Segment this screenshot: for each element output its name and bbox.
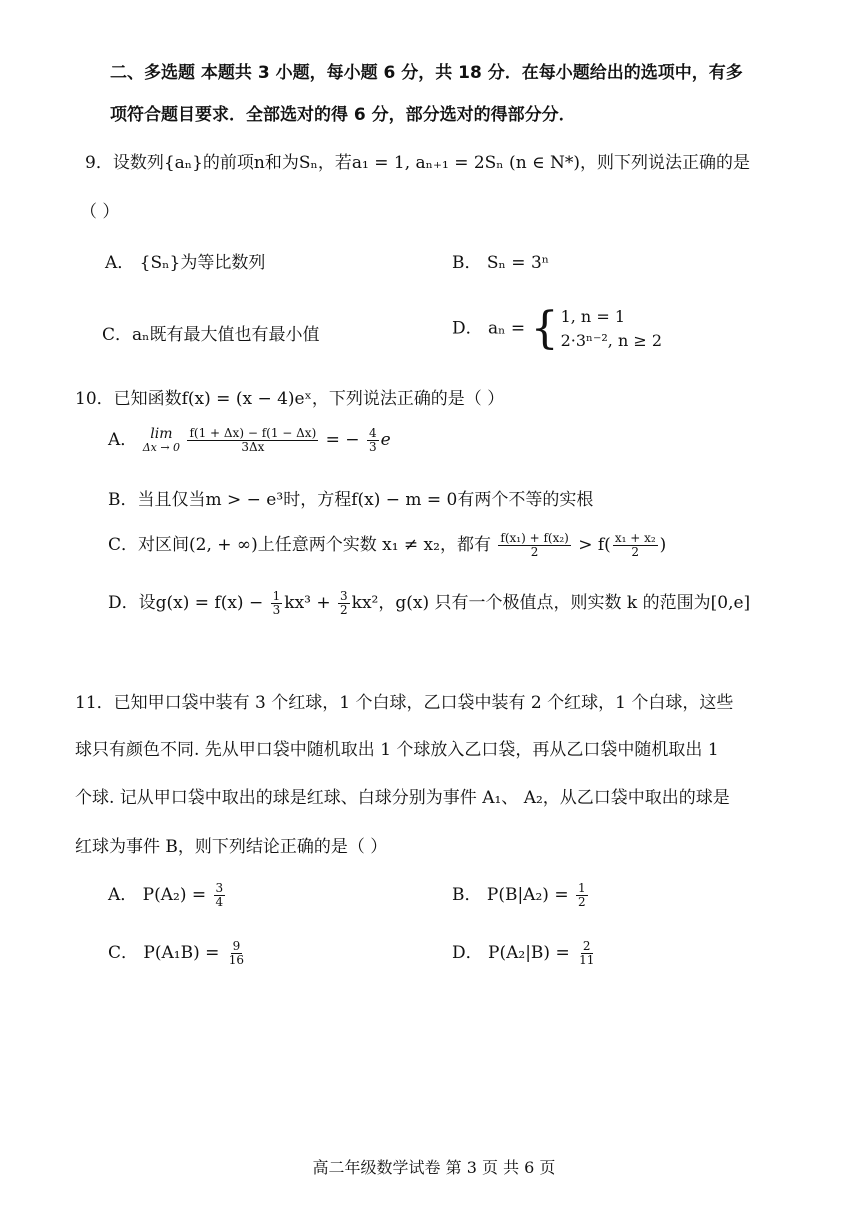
fraction-numerator: 4 xyxy=(368,426,377,441)
q11-option-d xyxy=(452,938,598,967)
q10-option-d-fraction1 xyxy=(271,590,283,616)
q10-option-d-fraction2 xyxy=(338,590,350,616)
fraction-numerator: 3 xyxy=(340,589,348,604)
fraction-numerator: x₁ + x₂ xyxy=(614,531,656,546)
q10-option-c-fraction2 xyxy=(613,532,658,558)
q11-line1: 11．已知甲口袋中装有 3 个红球，1 个白球，乙口袋中装有 2 个红球，1 个白球，这些 xyxy=(75,693,734,713)
q11-option-c xyxy=(108,938,248,967)
fraction-denominator: 2 xyxy=(577,895,586,909)
fraction-denominator: 16 xyxy=(228,953,245,967)
limit-label: lim xyxy=(150,426,173,443)
q9-option-c: C．aₙ既有最大值也有最小值 xyxy=(102,325,320,345)
q10-option-c-mid: > f( xyxy=(578,535,611,555)
q11-option-a xyxy=(108,880,227,909)
fraction-denominator: 3Δx xyxy=(241,440,265,454)
q11-line3: 个球. 记从甲口袋中取出的球是红球、白球分别为事件 A₁、 A₂，从乙口袋中取出的球是 xyxy=(75,788,730,808)
q9-option-d-case1: 1, n = 1 xyxy=(560,307,625,326)
fraction-denominator: 2 xyxy=(631,545,640,559)
q11-line2: 球只有颜色不同. 先从甲口袋中随机取出 1 个球放入乙口袋，再从乙口袋中随机取出 1 xyxy=(75,740,719,760)
fraction-numerator: 1 xyxy=(272,589,281,604)
q9-option-d xyxy=(452,305,662,353)
q11-option-b xyxy=(452,880,590,909)
q9-option-b: B． Sₙ = 3ⁿ xyxy=(452,253,550,273)
q10-option-a-tail: e xyxy=(380,430,391,450)
fraction-denominator: 3 xyxy=(272,603,281,617)
page-footer: 高二年级数学试卷 第 3 页 共 6 页 xyxy=(312,1158,556,1177)
fraction-denominator: 11 xyxy=(579,953,595,967)
section-heading-line2: 项符合题目要求．全部选对的得 6 分，部分选对的得部分分． xyxy=(110,105,576,125)
q10-option-a-fraction xyxy=(187,427,318,453)
q10-option-b: B．当且仅当m > − e³时，方程f(x) − m = 0有两个不等的实根 xyxy=(108,490,594,510)
fraction-numerator: f(x₁) + f(x₂) xyxy=(500,531,569,546)
q10-option-d-tail: kx²，g(x) 只有一个极值点，则实数 k 的范围为[0,e] xyxy=(351,593,751,613)
q9-option-d-cases xyxy=(531,305,662,353)
q11-option-d-prefix: D． P(A₂|B) = xyxy=(452,943,570,963)
q11-option-b-prefix: B． P(B|A₂) = xyxy=(452,885,569,905)
fraction-numerator: 2 xyxy=(582,939,591,954)
fraction-numerator: 3 xyxy=(215,881,224,896)
q10-option-a-equals: = − xyxy=(325,430,360,450)
q9-answer-paren: （ ） xyxy=(80,202,120,222)
q10-option-c-tail: ) xyxy=(659,535,667,555)
q11-option-a-fraction xyxy=(214,882,226,908)
q10-option-a xyxy=(108,425,391,454)
q10-stem: 10．已知函数f(x) = (x − 4)eˣ，下列说法正确的是（ ） xyxy=(75,389,505,409)
q10-option-d xyxy=(108,588,750,617)
q10-option-d-mid: kx³ + xyxy=(284,593,331,613)
fraction-numerator: 9 xyxy=(232,939,241,954)
q10-option-a-limit xyxy=(143,427,180,453)
q10-option-a-prefix: A． xyxy=(108,430,138,450)
q10-option-c-prefix: C．对区间(2, + ∞)上任意两个实数 x₁ ≠ x₂，都有 xyxy=(108,535,491,555)
q11-line4: 红球为事件 B，则下列结论正确的是（ ） xyxy=(75,837,388,857)
fraction-denominator: 2 xyxy=(530,545,539,559)
fraction-denominator: 2 xyxy=(340,603,348,617)
q11-option-b-fraction xyxy=(576,882,588,908)
q10-option-c-fraction xyxy=(498,532,570,558)
q10-option-a-rhs-fraction xyxy=(367,427,379,453)
q9-option-a: A． {Sₙ}为等比数列 xyxy=(105,253,266,273)
q11-option-c-fraction xyxy=(227,940,246,966)
q10-option-d-prefix: D．设g(x) = f(x) − xyxy=(108,593,264,613)
q9-option-d-case2: 2·3ⁿ⁻², n ≥ 2 xyxy=(560,331,663,350)
left-brace-icon: { xyxy=(530,303,559,354)
limit-subscript: Δx → 0 xyxy=(142,441,181,455)
fraction-numerator: 1 xyxy=(577,881,586,896)
q11-option-a-prefix: A． P(A₂) = xyxy=(108,885,207,905)
fraction-numerator: f(1 + Δx) − f(1 − Δx) xyxy=(189,426,317,441)
q9-option-d-prefix: D． aₙ = xyxy=(452,318,526,339)
fraction-denominator: 3 xyxy=(368,440,377,454)
q11-option-c-prefix: C． P(A₁B) = xyxy=(108,943,220,963)
fraction-denominator: 4 xyxy=(215,895,224,909)
q10-option-c xyxy=(108,530,666,559)
q9-stem: 9．设数列{aₙ}的前项n和为Sₙ，若a₁ = 1, aₙ₊₁ = 2Sₙ (n ∈ N*)，则下列说法正确的是 xyxy=(85,153,751,173)
section-heading-line1: 二、多选题 本题共 3 小题，每小题 6 分，共 18 分．在每小题给出的选项中，有多 xyxy=(110,63,743,83)
q11-option-d-fraction xyxy=(577,940,596,966)
